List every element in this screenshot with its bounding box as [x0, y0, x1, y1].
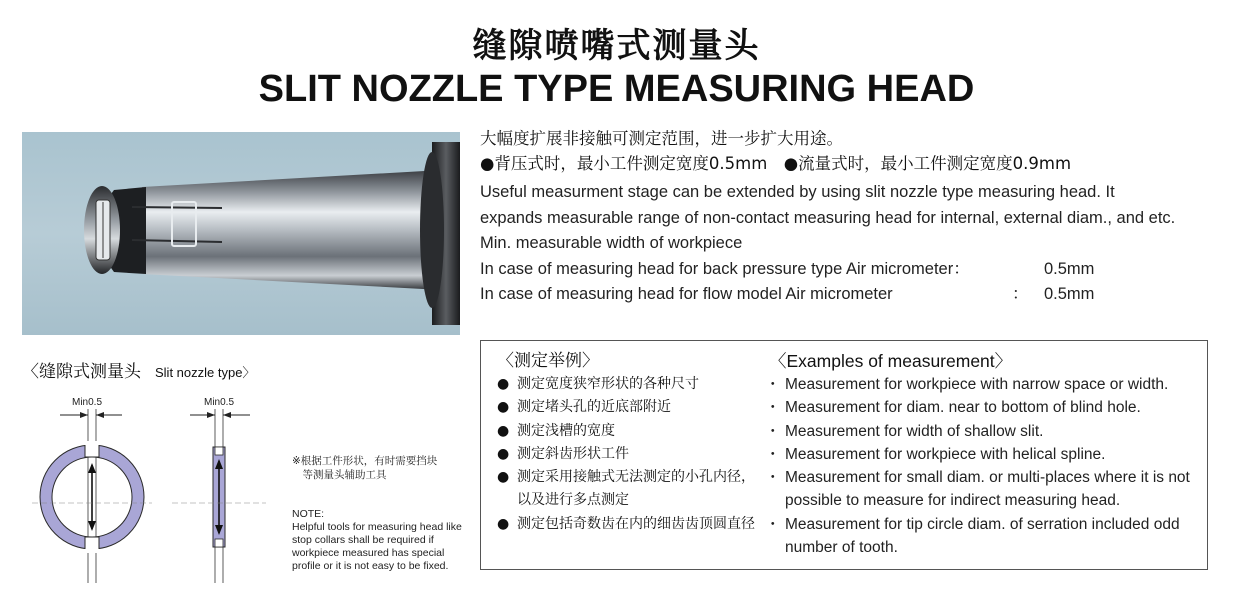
examples-box — [480, 340, 1208, 570]
list-item: ● 测定宽度狭窄形状的各种尺寸 — [497, 373, 757, 396]
note-en — [292, 508, 462, 573]
dim-right-label: Min0.5 — [204, 397, 235, 408]
page-title-en: SLIT NOZZLE TYPE MEASURING HEAD — [258, 68, 975, 110]
ring-cross-section — [32, 441, 152, 553]
examples-title-en: 〈Examples of measurement〉 — [769, 351, 1013, 371]
flow-label: In case of measuring head for flow model Air micrometer — [480, 285, 893, 303]
note-cn-line2: 等测量头辅助工具 — [292, 469, 387, 481]
description-block — [480, 126, 1220, 308]
list-item: ・ Measurement for tip circle diam. of serration included odd number of tooth. — [769, 513, 1205, 560]
list-item: ・ Measurement for workpiece with helical spline. — [769, 443, 1205, 466]
description-en-line3: Min. measurable width of workpiece — [480, 234, 743, 252]
flow-colon: ： — [1012, 285, 1029, 303]
list-item: ・ Measurement for small diam. or multi-places where it is not possible to measure for indirect measuring head. — [769, 466, 1205, 513]
description-cn-line1: 大幅度扩展非接触可测定范围，进一步扩大用途。 — [480, 129, 843, 148]
list-item: ● 测定堵头孔的近底部附近 — [497, 396, 757, 419]
slit-heading-cn: 〈缝隙式测量头 — [22, 362, 141, 382]
left-dimension — [60, 397, 122, 583]
examples-title-cn: 〈测定举例〉 — [497, 351, 599, 371]
slit-nozzle-heading — [22, 357, 255, 382]
list-item: ● 测定采用接触式无法测定的小孔内径，以及进行多点测定 — [497, 466, 757, 513]
description-en-line1: Useful measurment stage can be extended by using slit nozzle type measuring head. It — [480, 183, 1115, 201]
list-item: ● 测定斜齿形状工件 — [497, 443, 757, 466]
back-pressure-row — [480, 257, 1220, 283]
examples-en-column — [769, 349, 1205, 559]
note-cn-line1: ※根据工件形状，有时需要挡块 — [292, 455, 438, 467]
note-en-title: NOTE: — [292, 508, 325, 520]
page-title-cn: 缝隙喷嘴式测量头 — [472, 26, 761, 66]
back-pressure-value: 0.5mm — [1044, 259, 1095, 278]
examples-en-list — [769, 373, 1205, 559]
flow-value: 0.5mm — [1044, 285, 1095, 303]
examples-cn-list — [497, 373, 757, 536]
description-cn-line2: ●背压式时，最小工件测定宽度0.5mm ●流量式时，最小工件测定宽度0.9mm — [480, 154, 1072, 173]
back-pressure-label: In case of measuring head for back pressure type Air micrometer： — [480, 259, 970, 278]
dim-left-label: Min0.5 — [72, 397, 103, 408]
product-photo — [22, 132, 460, 335]
list-item: ・ Measurement for workpiece with narrow space or width. — [769, 373, 1205, 396]
note-cn — [292, 454, 437, 482]
side-cross-section — [172, 447, 266, 547]
flow-row — [480, 282, 1220, 308]
description-en-line2: expands measurable range of non-contact measuring head for internal, external diam., and etc. — [480, 208, 1176, 227]
measuring-head-image — [22, 132, 460, 335]
list-item: ● 测定浅槽的宽度 — [497, 420, 757, 443]
list-item: ・ Measurement for diam. near to bottom of blind hole. — [769, 396, 1205, 419]
list-item: ・ Measurement for width of shallow slit. — [769, 420, 1205, 443]
note-en-body: Helpful tools for measuring head like stop collars shall be required if workpiece measured has special profile or it is not easy to be fixed. — [292, 521, 462, 572]
examples-cn-column — [497, 349, 757, 536]
list-item: ● 测定包括奇数齿在内的细齿齿顶圆直径 — [497, 513, 757, 536]
slit-heading-en: Slit nozzle type〉 — [155, 365, 256, 380]
slit-nozzle-diagram — [22, 385, 272, 585]
